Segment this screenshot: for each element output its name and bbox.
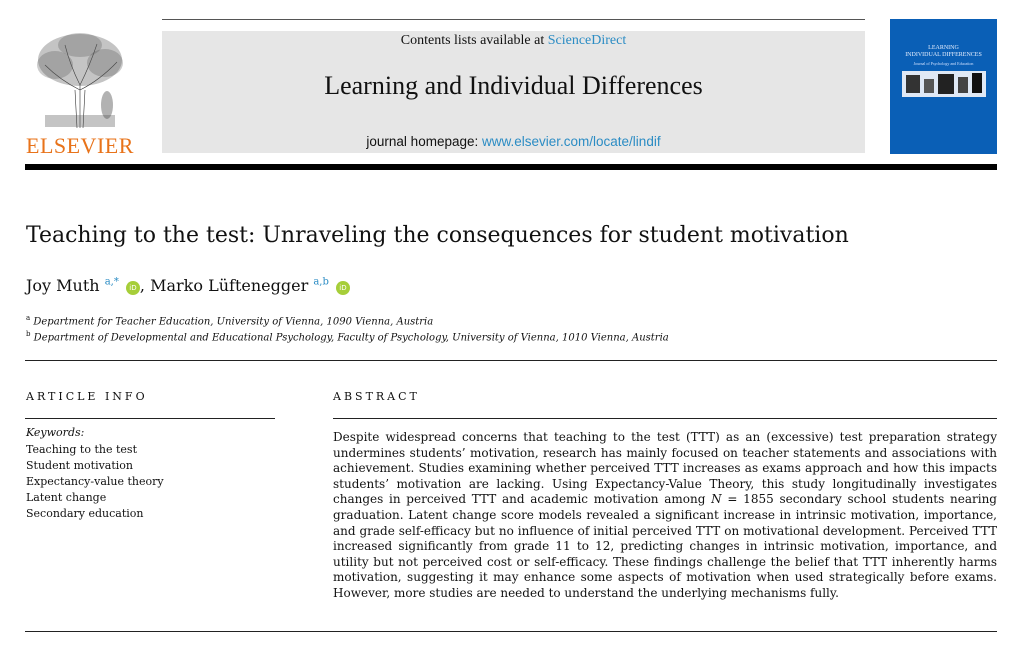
author-affiliation-marker[interactable]: a,b	[313, 276, 329, 288]
article-info-divider	[25, 418, 275, 419]
keyword-item: Secondary education	[26, 507, 144, 520]
abstract-text	[333, 430, 997, 602]
abstract-bottom-divider	[25, 631, 997, 632]
keyword-item: Latent change	[26, 491, 107, 504]
article-info-heading: ARTICLE INFO	[26, 390, 148, 403]
author-affiliation-marker[interactable]: a,*	[104, 276, 119, 288]
header-thick-divider	[25, 164, 997, 170]
cover-subtitle: Journal of Psychology and Education	[913, 61, 974, 66]
affiliation-divider	[25, 360, 997, 361]
elsevier-tree-logo	[25, 30, 135, 130]
abstract-divider	[333, 418, 997, 419]
cover-title	[890, 45, 997, 59]
affiliation-b	[26, 330, 669, 343]
keyword-item: Student motivation	[26, 459, 134, 472]
header-top-rule	[162, 19, 865, 20]
journal-homepage-link[interactable]: www.elsevier.com/locate/lindif	[482, 134, 661, 149]
abstract-part2: = 1855 secondary school students nearing graduation. Latent change score models revealed a significant increase in intrinsic motivation, importance, and grade self-efficacy but no influence of initial perceived TTT on motivational development. Perceived TTT increased significantly from grade 11 to 12, predicting changes in intrinsic motivation, importance, and utility but not perceived cost or self-efficacy. These findings challenge the belief that TTT inherently harms motivation, suggesting it may enhance some aspects of motivation when used strategically before exams. However, more studies are needed to understand the underlying mechanisms fully.	[333, 492, 997, 600]
keyword-item: Expectancy-value theory	[26, 475, 164, 488]
keywords-label: Keywords:	[26, 426, 85, 439]
abstract-part1: Despite widespread concerns that teaching to the test (TTT) as an (excessive) test preparation strategy undermines students’ motivation, research has mainly focused on teacher statements and associations with achievement. Studies examining whether perceived TTT increases as exams approach and how this impacts students’ motivation are lacking. Using Expectancy-Value Theory, this study longitudinally investigates changes in perceived TTT and academic motivation among	[333, 430, 997, 507]
affiliation-text: Department for Teacher Education, University of Vienna, 1090 Vienna, Austria	[33, 316, 434, 328]
author-list	[26, 276, 350, 295]
cover-title-line2: INDIVIDUAL DIFFERENCES	[905, 52, 982, 58]
orcid-icon[interactable]: iD	[126, 281, 140, 295]
elsevier-wordmark: ELSEVIER	[26, 133, 134, 158]
keywords-list	[26, 442, 164, 522]
orcid-icon[interactable]: iD	[336, 281, 350, 295]
cover-illustration	[902, 71, 986, 97]
sample-size-symbol: N	[711, 492, 722, 507]
author-separator: ,	[139, 276, 146, 295]
abstract-heading: ABSTRACT	[333, 390, 420, 403]
homepage-prefix: journal homepage:	[366, 134, 482, 149]
affiliation-marker: a	[26, 314, 31, 322]
author-name[interactable]: Marko Lüftenegger	[150, 276, 309, 295]
keyword-item: Teaching to the test	[26, 443, 137, 456]
author-name[interactable]: Joy Muth	[26, 276, 100, 295]
affiliation-a	[26, 314, 433, 327]
journal-cover-image	[890, 19, 997, 154]
journal-homepage-line	[162, 134, 865, 149]
journal-title: Learning and Individual Differences	[324, 71, 703, 100]
affiliation-marker: b	[26, 330, 31, 338]
sciencedirect-link[interactable]: ScienceDirect	[547, 33, 627, 48]
affiliation-text: Department of Developmental and Educational Psychology, Faculty of Psychology, University of Vienna, 1010 Vienna, Austria	[33, 332, 669, 344]
article-title: Teaching to the test: Unraveling the consequences for student motivation	[26, 223, 849, 248]
contents-available-line	[162, 33, 865, 49]
cover-title-line1: LEARNING	[928, 45, 959, 51]
contents-prefix: Contents lists available at	[400, 33, 548, 48]
journal-banner	[162, 31, 865, 153]
